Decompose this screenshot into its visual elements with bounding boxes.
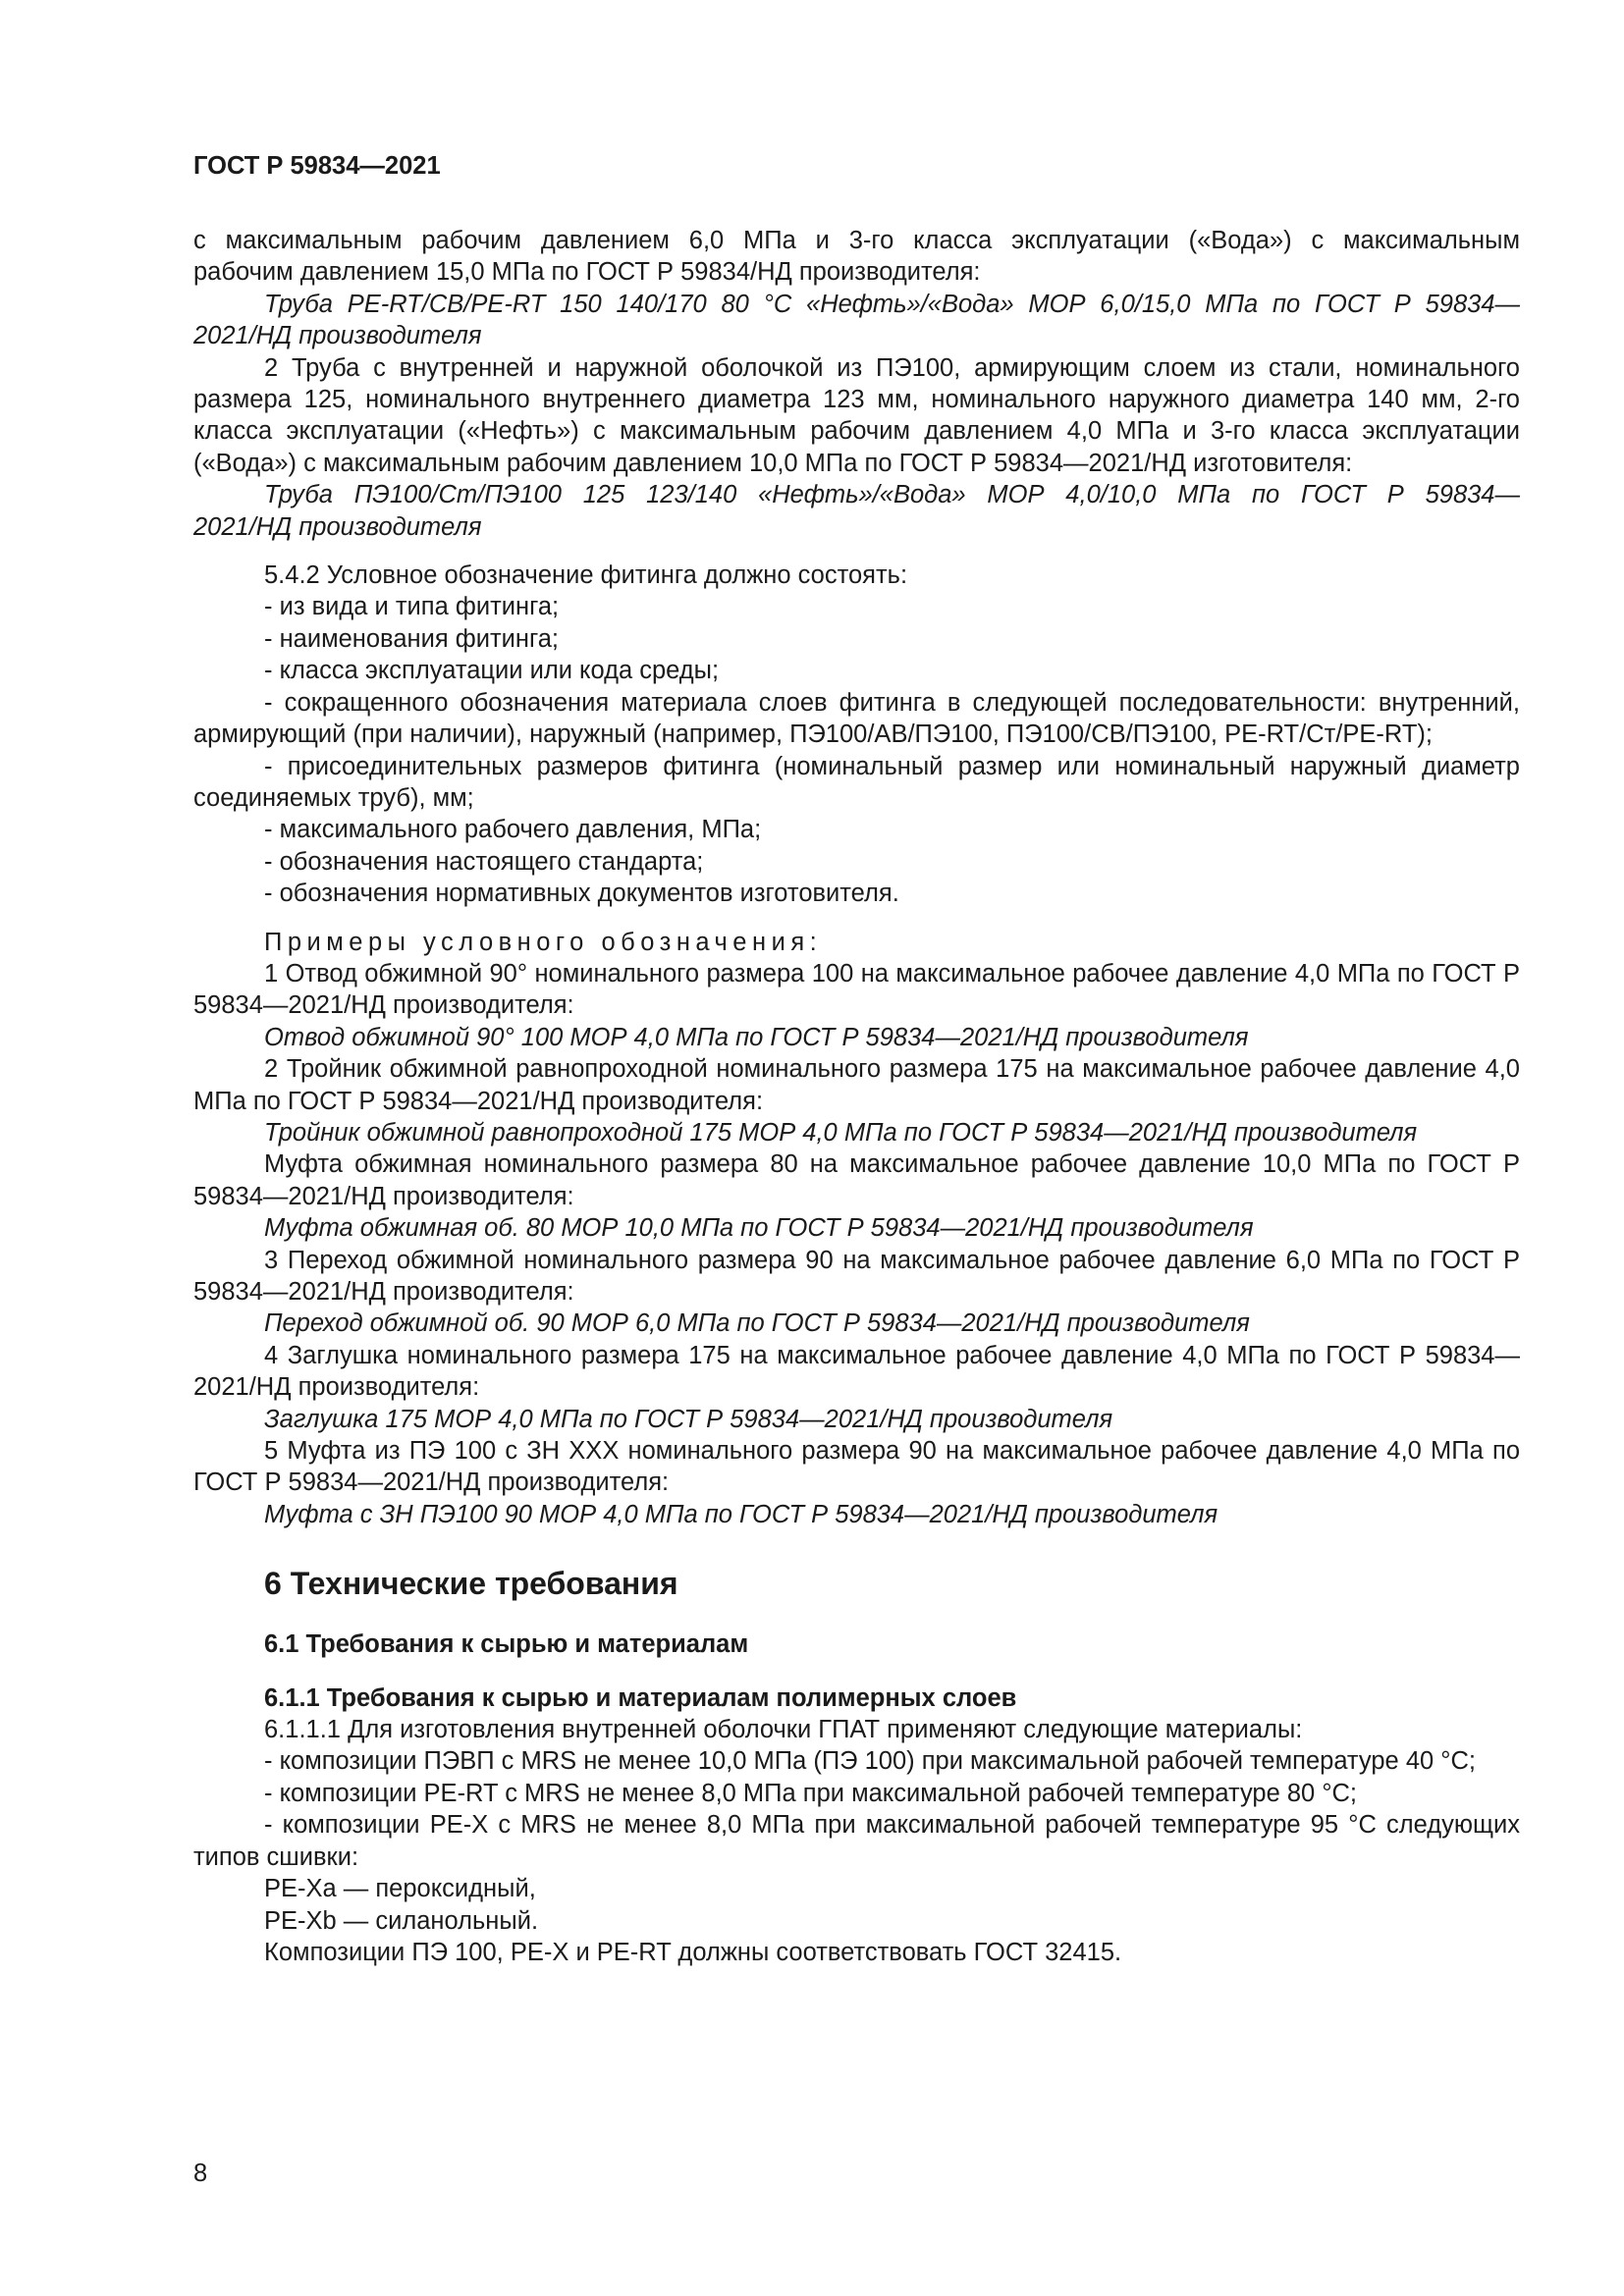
subsection-6-1-title: 6.1 Требования к сырью и материалам — [264, 1630, 749, 1659]
list-item: - присоединительных размеров фитинга (номинальный размер или номинальный наружный диаметр соединяемых труб), мм; — [193, 752, 1520, 812]
example-designation-2b: 2021/НД производителя — [193, 512, 482, 541]
example-item: Муфта обжимная номинального размера 80 на максимальное рабочее давление 10,0 МПа по ГОСТ Р 59834—2021/НД производителя: — [193, 1150, 1520, 1210]
example-item: 4 Заглушка номинального размера 175 на максимальное рабочее давление 4,0 МПа по ГОСТ Р 59834—2021/НД производителя: — [193, 1341, 1520, 1402]
clause-5-4-2: 5.4.2 Условное обозначение фитинга должно состоять: — [264, 561, 908, 590]
continuation-line-2: рабочим давлением 15,0 МПа по ГОСТ Р 59834/НД производителя: — [193, 258, 981, 287]
example-item: 2 Тройник обжимной равнопроходной номинального размера 175 на максимальное рабочее давление 4,0 МПа по ГОСТ Р 59834—2021/НД производителя: — [193, 1055, 1520, 1115]
section-6-title: 6 Технические требования — [264, 1566, 678, 1602]
example-designation: Заглушка 175 МОР 4,0 МПа по ГОСТ Р 59834—2021/НД производителя — [264, 1405, 1113, 1433]
list-item: - обозначения настоящего стандарта; — [264, 847, 704, 876]
list-item: - композиции PE-RT с MRS не менее 8,0 МПа при максимальной рабочей температуре 80 °С; — [264, 1779, 1358, 1807]
example-designation: Переход обжимной об. 90 МОР 6,0 МПа по ГОСТ Р 59834—2021/НД производителя — [264, 1309, 1250, 1338]
example-designation: Муфта с ЗН ПЭ100 90 МОР 4,0 МПа по ГОСТ Р 59834—2021/НД производителя — [264, 1500, 1218, 1528]
list-item: - из вида и типа фитинга; — [264, 593, 560, 621]
crosslink-type: PE-Xa — пероксидный, — [264, 1875, 536, 1903]
example-item: 3 Переход обжимной номинального размера 90 на максимальное рабочее давление 6,0 МПа по ГОСТ Р 59834—2021/НД производителя: — [193, 1246, 1520, 1306]
list-item: - класса эксплуатации или кода среды; — [264, 657, 720, 685]
list-item: - обозначения нормативных документов изготовителя. — [264, 880, 899, 908]
list-item: - сокращенного обозначения материала слоев фитинга в следующей последовательности: внутренний, армирующий (при наличии), наружный (например, ПЭ100/АВ/ПЭ100, ПЭ100/СВ/ПЭ100, PE-RT/Ст/PE-RT); — [193, 688, 1520, 749]
example-item: 5 Муфта из ПЭ 100 с ЗН ХХХ номинального размера 90 на максимальное рабочее давление 4,0 МПа по ГОСТ Р 59834—2021/НД производителя: — [193, 1437, 1520, 1497]
example-designation-1a: Труба PE-RT/CB/PE-RT 150 140/170 80 °С «Нефть»/«Вода» МОР 6,0/15,0 МПа по ГОСТ Р 59834— — [264, 290, 1520, 318]
subsection-6-1-1-title: 6.1.1 Требования к сырью и материалам полимерных слоев — [264, 1683, 1017, 1712]
example-designation-1b: 2021/НД производителя — [193, 322, 482, 350]
document-body — [193, 225, 1520, 1968]
crosslink-type: PE-Xb — силанольный. — [264, 1906, 539, 1935]
example-designation-2a: Труба ПЭ100/Ст/ПЭ100 125 123/140 «Нефть»/«Вода» МОР 4,0/10,0 МПа по ГОСТ Р 59834— — [264, 481, 1520, 509]
example-designation: Тройник обжимной равнопроходной 175 МОР 4,0 МПа по ГОСТ Р 59834—2021/НД производителя — [264, 1118, 1418, 1147]
document-header: ГОСТ Р 59834—2021 — [193, 152, 441, 180]
example-designation: Отвод обжимной 90° 100 МОР 4,0 МПа по ГОСТ Р 59834—2021/НД производителя — [264, 1023, 1249, 1051]
examples-heading: Примеры условного обозначения: — [264, 928, 823, 956]
list-item: - композиции PE-X с MRS не менее 8,0 МПа при максимальной рабочей температуре 95 °С следующих типов сшивки: — [193, 1811, 1520, 1871]
example-designation: Муфта обжимная об. 80 МОР 10,0 МПа по ГОСТ Р 59834—2021/НД производителя — [264, 1214, 1254, 1243]
list-item: - наименования фитинга; — [264, 624, 559, 653]
continuation-line-1: с максимальным рабочим давлением 6,0 МПа и 3-го класса эксплуатации («Вода») с максимальным — [193, 227, 1520, 254]
list-item: - максимального рабочего давления, МПа; — [264, 816, 762, 844]
example-item: 1 Отвод обжимной 90° номинального размера 100 на максимальное рабочее давление 4,0 МПа по ГОСТ Р 59834—2021/НД производителя: — [193, 959, 1520, 1020]
conclusion-text: Композиции ПЭ 100, PE-X и PE-RT должны соответствовать ГОСТ 32415. — [264, 1938, 1122, 1966]
list-item: - композиции ПЭВП с MRS не менее 10,0 МПа (ПЭ 100) при максимальной рабочей температуре 40 °С; — [264, 1747, 1476, 1776]
page-number: 8 — [193, 2160, 208, 2187]
example-pipe-2: 2 Труба с внутренней и наружной оболочкой из ПЭ100, армирующим слоем из стали, номинального размера 125, номинального внутреннего диаметра 123 мм, номинального наружного диаметра 140 мм, 2-го класса эксплуатации («Нефть») с максимальным рабочим давлением 4,0 МПа и 3-го класса эксплуатации («Вода») с максимальным рабочим давлением 10,0 МПа по ГОСТ Р 59834—2021/НД изготовителя: — [193, 353, 1520, 477]
clause-6-1-1-1: 6.1.1.1 Для изготовления внутренней оболочки ГПАТ применяют следующие материалы: — [264, 1716, 1303, 1744]
